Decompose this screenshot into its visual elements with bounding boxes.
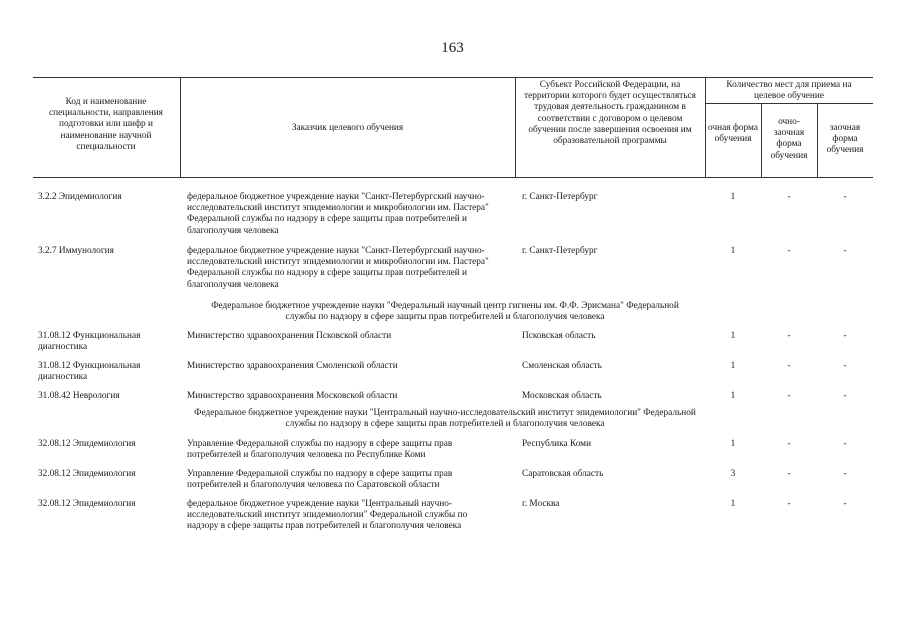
table-row-region: Московская область	[522, 391, 602, 401]
section-heading: Федеральное бюджетное учреждение науки "Федеральный научный центр гигиены им. Ф.Ф. Эрисмана" Федеральной службы по надзору в сфере защиты прав потребителей и благополучия человека	[211, 301, 679, 323]
table-row-partial: -	[787, 331, 791, 341]
table-row-region: Смоленская область	[522, 361, 602, 371]
table-row-code: 31.08.42 Неврология	[38, 391, 120, 401]
table-row-extramural: -	[843, 391, 847, 401]
table-row-full: 1	[730, 246, 736, 256]
table-row-extramural: -	[843, 331, 847, 341]
table-row-extramural: -	[843, 439, 847, 449]
table-row-extramural: -	[843, 361, 847, 371]
table-row-region: Саратовская область	[522, 469, 604, 479]
table-row-full: 1	[730, 192, 736, 202]
table-row-region: г. Москва	[522, 499, 560, 509]
table-row-region: Республика Коми	[522, 439, 592, 449]
col-divider-5	[817, 103, 818, 177]
page-number: 163	[441, 40, 464, 56]
table-row-partial: -	[787, 192, 791, 202]
table-row-partial: -	[787, 246, 791, 256]
table-row-full: 1	[730, 439, 736, 449]
col-divider-2	[515, 77, 516, 177]
table-row-customer: федеральное бюджетное учреждение науки "Санкт-Петербургский научно-исследовательский институт эпидемиологии и микробиологии им. Пастера" Федеральной службы по надзору в сфере защиты прав потребителей и благополучия человека	[187, 246, 489, 290]
table-row-code: 3.2.2 Эпидемиология	[38, 192, 122, 202]
table-row-customer: Управление Федеральной службы по надзору в сфере защиты прав потребителей и благополучия человека по Саратовской области	[187, 469, 453, 491]
table-row-code: 3.2.7 Иммунология	[38, 246, 114, 256]
table-row-extramural: -	[843, 192, 847, 202]
group-rule	[705, 103, 873, 104]
table-row-partial: -	[787, 439, 791, 449]
table-row-full: 1	[730, 499, 736, 509]
table-row-partial: -	[787, 469, 791, 479]
col-divider-4	[761, 103, 762, 177]
table-row-region: Псковская область	[522, 331, 596, 341]
section-heading: Федеральное бюджетное учреждение науки "Центральный научно-исследовательский институт эпидемиологии" Федеральной службы по надзору в сфере защиты прав потребителей и благополучия человека	[194, 408, 696, 430]
table-row-partial: -	[787, 391, 791, 401]
table-row-customer: Министерство здравоохранения Псковской области	[187, 331, 392, 341]
header-full-time: очная форма обучения	[708, 123, 758, 145]
col-divider-1	[180, 77, 181, 177]
table-row-code: 31.08.12 Функциональная диагностика	[38, 361, 141, 383]
table-row-extramural: -	[843, 499, 847, 509]
table-row-partial: -	[787, 361, 791, 371]
header-customer: Заказчик целевого обучения	[291, 123, 404, 133]
header-extramural: заочная форма обучения	[826, 123, 864, 156]
header-part-time: очно-заочная форма обучения	[770, 117, 808, 161]
table-row-code: 31.08.12 Функциональная диагностика	[38, 331, 141, 353]
header-region: Субъект Российской Федерации, на территории которого будет осуществляться трудовая деятельность гражданином в соответствии с договором о целевом обучении после завершения освоения им образовательной программы	[524, 80, 696, 147]
header-bottom-rule	[33, 177, 873, 178]
table-row-extramural: -	[843, 469, 847, 479]
col-divider-3	[705, 77, 706, 177]
table-row-code: 32.08.12 Эпидемиология	[38, 469, 136, 479]
table-row-full: 1	[730, 391, 736, 401]
header-seats-group: Количество мест для приема на целевое обучение	[726, 80, 852, 102]
table-row-customer: федеральное бюджетное учреждение науки "Санкт-Петербургский научно-исследовательский институт эпидемиологии и микробиологии им. Пастера" Федеральной службы по надзору в сфере защиты прав потребителей и благополучия человека	[187, 192, 489, 236]
table-row-full: 3	[730, 469, 736, 479]
table-row-region: г. Санкт-Петербург	[522, 246, 598, 256]
table-row-customer: Управление Федеральной службы по надзору в сфере защиты прав потребителей и благополучия человека по Республике Коми	[187, 439, 453, 461]
table-row-full: 1	[730, 331, 736, 341]
table-row-code: 32.08.12 Эпидемиология	[38, 439, 136, 449]
table-row-region: г. Санкт-Петербург	[522, 192, 598, 202]
table-row-extramural: -	[843, 246, 847, 256]
table-row-customer: Министерство здравоохранения Смоленской области	[187, 361, 398, 371]
header-top-rule	[33, 77, 873, 78]
table-row-customer: Министерство здравоохранения Московской области	[187, 391, 398, 401]
table-row-customer: федеральное бюджетное учреждение науки "Центральный научно-исследовательский институт эпидемиологии" Федеральной службы по надзору в сфере защиты прав потребителей и благополучия человека	[187, 499, 468, 532]
table-row-code: 32.08.12 Эпидемиология	[38, 499, 136, 509]
table-row-full: 1	[730, 361, 736, 371]
table-row-partial: -	[787, 499, 791, 509]
header-code: Код и наименование специальности, направления подготовки или шифр и наименование научной специальности	[49, 97, 163, 152]
